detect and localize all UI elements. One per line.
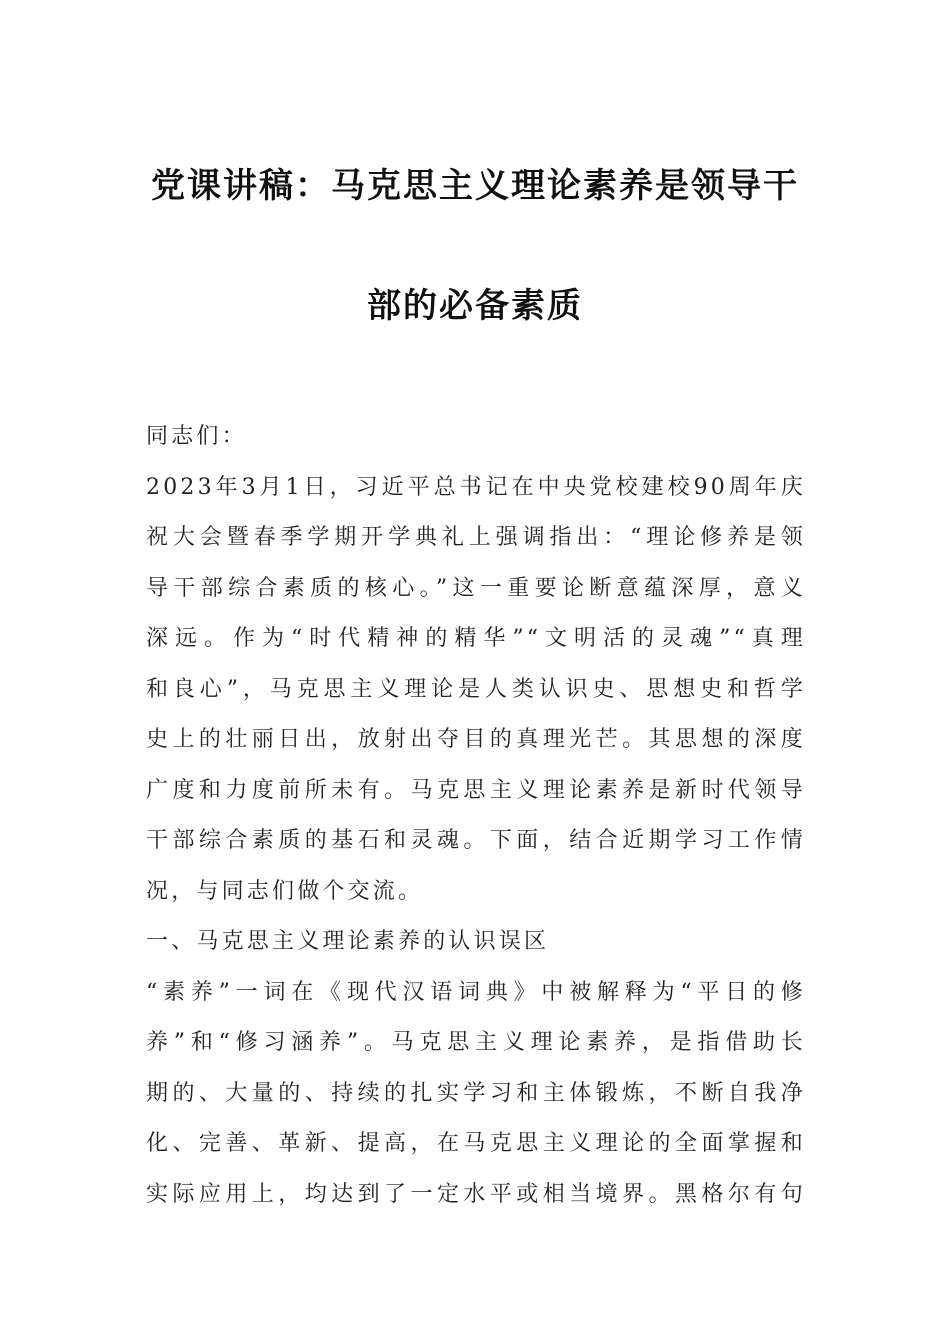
paragraph-1-line: 干部综合素质的基石和灵魂。下面，结合近期学习工作情 xyxy=(146,828,806,853)
paragraph-1-line: 史上的壮丽日出，放射出夺目的真理光芒。其思想的深度 xyxy=(146,727,806,752)
paragraph-2-line: 期的、大量的、持续的扎实学习和主体锻炼，不断自我净 xyxy=(146,1080,806,1106)
paragraph-2-line: “素养”一词在《现代汉语词典》中被解释为“平日的修 xyxy=(146,979,806,1005)
paragraph-2-line: 实际应用上，均达到了一定水平或相当境界。黑格尔有句 xyxy=(146,1181,806,1207)
paragraph-1-line: 广度和力度前所未有。马克思主义理论素养是新时代领导 xyxy=(146,777,806,803)
paragraph-1-line: 和良心”，马克思主义理论是人类认识史、思想史和哲学 xyxy=(146,676,806,702)
paragraph-2-line: 化、完善、革新、提高，在马克思主义理论的全面掌握和 xyxy=(146,1131,806,1156)
paragraph-1-line: 深远。作为“时代精神的精华”“文明活的灵魂”“真理 xyxy=(146,626,806,651)
paragraph-1-line: 2023年3月1日，习近平总书记在中央党校建校90周年庆 xyxy=(146,474,806,500)
document-body xyxy=(146,412,806,1220)
paragraph-1-line: 况，与同志们做个交流。 xyxy=(146,878,424,904)
paragraph-1-line: 祝大会暨春季学期开学典礼上强调指出：“理论修养是领 xyxy=(146,525,806,550)
section-heading: 一、马克思主义理论素养的认识误区 xyxy=(146,929,550,954)
salutation: 同志们： xyxy=(146,424,247,449)
document-title-line-2: 部的必备素质 xyxy=(367,286,583,326)
paragraph-2-line: 养”和“修习涵养”。马克思主义理论素养，是指借助长 xyxy=(146,1030,806,1055)
document-title-line-1: 党课讲稿：马克思主义理论素养是领导干 xyxy=(151,166,799,206)
paragraph-1-line: 导干部综合素质的核心。”这一重要论断意蕴深厚，意义 xyxy=(146,575,806,601)
